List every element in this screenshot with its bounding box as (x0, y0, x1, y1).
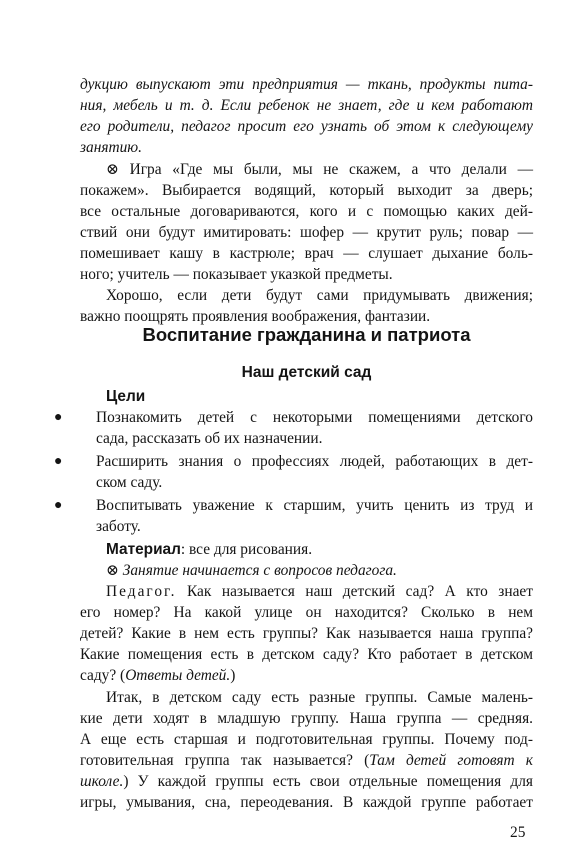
game-line: все остальные договариваются, кого и с помощью каких дей- (80, 203, 533, 220)
bullet-icon: ● (54, 454, 63, 469)
lesson-start: ⊗ Занятие начинается с вопросов педагога. (106, 562, 397, 579)
teacher-line (80, 665, 533, 686)
goals-label: Цели (106, 388, 146, 405)
itak-italic: школе. (80, 773, 124, 790)
intro-line: дукцию выпускают эти предприятия — ткань, продукты пита- (80, 76, 533, 93)
teacher-line (106, 581, 533, 602)
teacher-label: Педагог. (106, 583, 177, 600)
teacher-text: Как называется наш детский сад? А кто знает (176, 583, 533, 600)
section-title: Воспитание гражданина и патриота (142, 324, 471, 345)
goal-line: Познакомить детей с некоторыми помещениями детского (96, 409, 533, 426)
itak-line (80, 771, 533, 792)
bullet-icon: ● (54, 498, 63, 513)
itak-italic: Там детей готовят к (369, 752, 533, 769)
bullet-icon: ● (54, 410, 63, 425)
intro-line: его родители, педагог просит его узнать об этом к следующему (80, 118, 533, 135)
subsection-title: Наш детский сад (241, 364, 372, 381)
itak-text: ) У каждой группы есть свои отдельные помещения для (123, 773, 533, 790)
teacher-line: его номер? На какой улице он находится? Сколько в нем (80, 604, 533, 621)
intro-line: ния, мебель и т. д. Если ребенок не знает, где и кем работают (80, 97, 533, 114)
goal-line: Воспитывать уважение к старшим, учить ценить из труд и (96, 497, 533, 514)
intro-line: занятию. (80, 139, 142, 156)
itak-line (80, 750, 533, 771)
good-line: Хорошо, если дети будут сами придумывать движения; (106, 287, 533, 304)
material-label: Материал (106, 541, 181, 558)
teacher-text: ) (230, 667, 236, 684)
goal-line: заботу. (96, 518, 141, 535)
answers-text: Ответы детей. (125, 667, 231, 684)
page-number: 25 (510, 824, 526, 841)
itak-line: Итак, в детском саду есть разные группы. Самые малень- (106, 689, 533, 706)
game-line: ⊗ Игра «Где мы были, мы не скажем, а что делали — (106, 161, 533, 178)
teacher-text: саду? ( (80, 667, 126, 684)
itak-text: готовительная группа так называется? ( (80, 752, 370, 769)
game-line: ствий они будут имитировать: шофер — крутит руль; повар — (80, 224, 533, 241)
game-line: покажем». Выбирается водящий, который выходит за дверь; (80, 182, 533, 199)
material-text: : все для рисования. (180, 541, 313, 558)
goal-line: ском саду. (96, 474, 163, 491)
game-line: ного; учитель — показывает указкой предметы. (80, 266, 393, 283)
itak-line: кие дети ходят в младшую группу. Наша группа — средняя. (80, 710, 533, 727)
good-line: важно поощрять проявления воображения, фантазии. (80, 308, 431, 325)
teacher-line: Какие помещения есть в детском саду? Кто работает в детском (80, 646, 533, 663)
itak-line: А еще есть старшая и подготовительная группы. Почему под- (80, 731, 533, 748)
itak-line: игры, умывания, сна, переодевания. В каждой группе работает (80, 794, 533, 811)
teacher-line: детей? Какие в нем есть группы? Как называется наша группа? (80, 625, 533, 642)
goal-line: сада, рассказать об их назначении. (96, 430, 323, 447)
game-line: помешивает кашу в кастрюле; врач — слушает дыхание боль- (80, 245, 533, 262)
goal-line: Расширить знания о профессиях людей, работающих в дет- (96, 453, 533, 470)
material-line (106, 539, 533, 560)
